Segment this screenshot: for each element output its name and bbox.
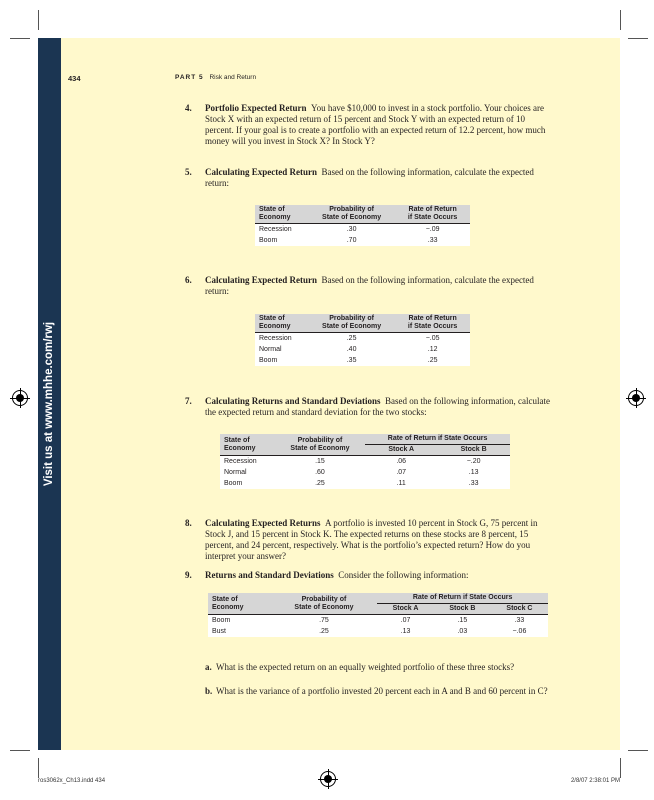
problem-text: Based on the following information, calculate the expected return: [205, 167, 534, 188]
date-slug: 2/8/07 2:38:01 PM [570, 778, 620, 784]
subpart-text: What is the expected return on an equally weighted portfolio of these three stocks? [216, 662, 515, 672]
header-stock-b: Stock B [434, 604, 491, 615]
problem-text: You have $10,000 to invest in a stock portfolio. Your choices are Stock X with an expected return of 15 percent and Stock Y with an expected return of 10 percent. If your goal is to create a portfolio with an expected return of 12.2 percent, how much money will you invest in Stock X? In Stock Y? [205, 103, 546, 146]
table-row: Bust .25 .13 .03 −.06 [212, 628, 527, 635]
problem-8 [185, 518, 555, 562]
crop-mark [38, 758, 39, 778]
problem-7 [185, 396, 555, 418]
problem-number: 6. [185, 275, 192, 285]
header-probability: Probability of State of Economy [271, 593, 378, 615]
crop-mark [38, 10, 39, 30]
problem-number: 4. [185, 103, 192, 113]
subpart-label: a. [205, 662, 212, 672]
problem-text: A portfolio is invested 10 percent in Stock G, 75 percent in Stock J, and 15 percent in Stock K. The expected returns on these stocks are 8 percent, 15 percent, and 24 percent, respectively. What is the portfolio’s expected return? How do you interpret your answer? [205, 518, 538, 561]
subpart-text: What is the variance of a portfolio invested 20 percent each in A and B and 60 percent in C? [216, 686, 548, 696]
header-state: State of Economy [208, 593, 271, 615]
table-row: Recession .25 −.05 [259, 335, 440, 342]
problem-title: Returns and Standard Deviations [205, 570, 334, 580]
crop-mark [10, 38, 30, 39]
subpart-b [205, 686, 550, 697]
problem-5 [185, 167, 555, 189]
crop-mark [620, 10, 621, 30]
problem-6 [185, 275, 555, 297]
problem-title: Calculating Expected Return [205, 275, 317, 285]
table-problem-7 [220, 434, 510, 489]
problem-9 [185, 570, 555, 581]
problem-text: Consider the following information: [338, 570, 469, 580]
table-problem-9 [208, 593, 548, 637]
header-stock-a: Stock A [377, 604, 434, 615]
header-probability: Probability of State of Economy [308, 314, 395, 333]
header-return-group: Rate of Return if State Occurs [377, 593, 548, 604]
subpart-a [205, 662, 550, 673]
header-state: State of Economy [255, 314, 308, 333]
table-problem-5 [255, 205, 470, 246]
problem-4 [185, 103, 555, 147]
problem-number: 7. [185, 396, 192, 406]
problem-title: Portfolio Expected Return [205, 103, 307, 113]
part-label: PART 5 [175, 74, 204, 81]
table-row: Normal .40 .12 [259, 346, 438, 353]
header-probability: Probability of State of Economy [275, 434, 365, 456]
chapter-title: Risk and Return [209, 74, 257, 81]
problem-text: Based on the following information, calculate the expected return: [205, 275, 534, 296]
header-stock-a: Stock A [365, 445, 437, 456]
crop-mark [10, 750, 30, 751]
problem-text: Based on the following information, calculate the expected return and standard deviation for the two stocks: [205, 396, 550, 417]
problem-number: 8. [185, 518, 192, 528]
crop-mark [620, 758, 621, 778]
problem-number: 5. [185, 167, 192, 177]
table-row: Recession .30 −.09 [259, 226, 440, 233]
problem-title: Calculating Expected Returns [205, 518, 321, 528]
crop-mark [628, 38, 648, 39]
header-return-group: Rate of Return if State Occurs [365, 434, 510, 445]
problem-title: Calculating Returns and Standard Deviations [205, 396, 381, 406]
header-return: Rate of Return if State Occurs [395, 205, 470, 224]
table-row: Boom .35 .25 [259, 357, 438, 364]
table-row: Boom .70 .33 [259, 237, 438, 244]
table-row: Normal .60 .07 .13 [224, 469, 479, 476]
header-state: State of Economy [255, 205, 308, 224]
table-row: Boom .75 .07 .15 .33 [212, 617, 525, 624]
registration-mark [628, 390, 644, 406]
file-slug: ros3062x_Ch13.indd 434 [38, 778, 106, 784]
table-row: Recession .15 .06 −.20 [224, 458, 481, 465]
header-stock-b: Stock B [437, 445, 510, 456]
table-row: Boom .25 .11 .33 [224, 480, 479, 487]
header-probability: Probability of State of Economy [308, 205, 395, 224]
table-problem-6 [255, 314, 470, 366]
page-number: 434 [68, 74, 81, 83]
problem-title: Calculating Expected Return [205, 167, 317, 177]
sidebar-url: Visit us at www.mhhe.com/rwj [43, 321, 55, 487]
running-head [175, 74, 256, 81]
registration-mark [12, 390, 28, 406]
crop-mark [628, 750, 648, 751]
problem-number: 9. [185, 570, 192, 580]
registration-mark [320, 771, 336, 787]
header-return: Rate of Return if State Occurs [395, 314, 470, 333]
header-stock-c: Stock C [491, 604, 548, 615]
header-state: State of Economy [220, 434, 275, 456]
subpart-label: b. [205, 686, 213, 696]
